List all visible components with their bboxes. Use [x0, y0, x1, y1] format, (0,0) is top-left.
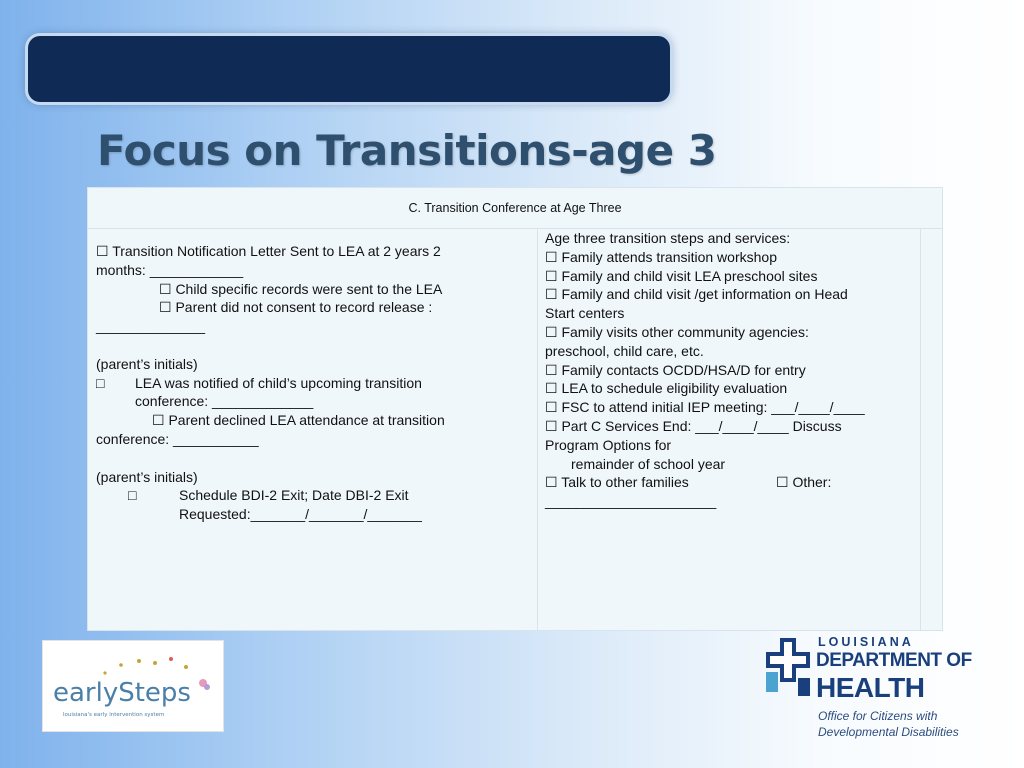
ldh-office-line2: Developmental Disabilities: [818, 725, 959, 739]
text-line: ☐ Family and child visit LEA preschool sites: [545, 267, 818, 284]
ldh-office-line1: Office for Citizens with: [818, 709, 938, 723]
text-line: ☐ Family and child visit /get information on Head: [545, 286, 848, 303]
blank-line: [96, 449, 445, 468]
column-divider: [537, 228, 538, 630]
text-line: (parent’s initials): [96, 355, 198, 372]
text-line: Age three transition steps and services:: [545, 230, 791, 246]
column-divider: [920, 228, 921, 630]
health-cross-icon: [764, 638, 812, 700]
svg-text:louisiana's early intervention: louisiana's early intervention system: [63, 712, 165, 718]
text-line: months: ____________: [96, 261, 244, 278]
slide-title: Focus on Transitions-age 3: [97, 126, 717, 175]
text-line: conference: _____________: [135, 393, 314, 410]
text-line: remainder of school year: [571, 455, 726, 472]
text-line: ☐ Talk to other families ☐ Other:: [545, 474, 832, 491]
text-line: ______________________: [545, 493, 717, 510]
ldh-logo: [764, 634, 972, 744]
right-cell: [545, 229, 865, 511]
text-line: Requested:_______/_______/_______: [179, 506, 422, 523]
text-line: ☐ Part C Services End: ___/____/____ Discuss: [545, 417, 842, 434]
text-line: preschool, child care, etc.: [545, 342, 704, 359]
earlysteps-logo: [42, 640, 224, 732]
text-line: Program Options for: [545, 436, 672, 453]
table-header: C. Transition Conference at Age Three: [88, 188, 942, 229]
text-line: ☐ Family visits other community agencies:: [545, 323, 809, 340]
text-line: ☐ Family attends transition workshop: [545, 248, 777, 265]
text-line: ☐ Transition Notification Letter Sent to LEA at 2 years 2: [96, 243, 441, 259]
text-line: Start centers: [545, 305, 625, 322]
earlysteps-logo-graphic: [43, 641, 223, 731]
text-line: ☐ Parent declined LEA attendance at transition: [152, 412, 445, 429]
text-line: ☐ FSC to attend initial IEP meeting: ___/____/____: [545, 399, 865, 416]
svg-text:earlySteps: earlySteps: [53, 678, 191, 708]
text-line: □ LEA was notified of child’s upcoming transition: [96, 374, 422, 391]
bullet-icon: □: [96, 374, 105, 391]
text-line: (parent’s initials): [96, 468, 198, 485]
text-line: ______________: [96, 318, 206, 335]
text-line: ☐ Child specific records were sent to the LEA: [159, 280, 443, 297]
bullet-icon: □: [128, 487, 137, 504]
ldh-department: DEPARTMENT OF: [816, 650, 972, 671]
ldh-health: HEALTH: [816, 672, 925, 703]
header-banner: [28, 36, 670, 102]
left-cell: [96, 242, 445, 524]
blank-line: [96, 336, 445, 355]
text-line: conference: ___________: [96, 430, 259, 447]
text-line: ☐ LEA to schedule eligibility evaluation: [545, 380, 788, 397]
text-line: ☐ Parent did not consent to record release :: [159, 299, 433, 316]
ldh-state-name: LOUISIANA: [818, 635, 914, 649]
transition-table: [87, 187, 943, 631]
text-line: ☐ Family contacts OCDD/HSA/D for entry: [545, 361, 806, 378]
text-line: □ Schedule BDI-2 Exit; Date DBI-2 Exit: [96, 486, 445, 505]
